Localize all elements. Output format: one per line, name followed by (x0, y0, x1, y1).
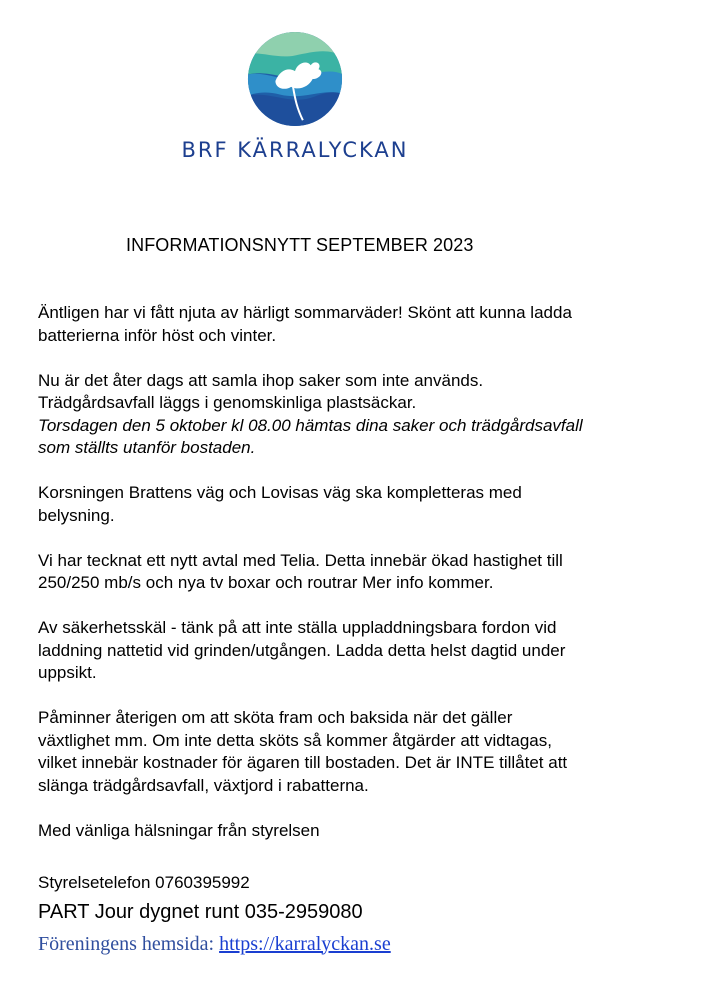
text-line: Av säkerhetsskäl - tänk på att inte ställa uppladdningsbara fordon vid (38, 618, 557, 637)
text-line: laddning nattetid vid grinden/utgången. Ladda detta helst dagtid under (38, 640, 566, 660)
text-line: uppsikt. (38, 663, 97, 682)
paragraph-maintenance (38, 707, 678, 797)
website-link[interactable]: https://karralyckan.se (219, 932, 391, 955)
text-line: slänga trädgårdsavfall, växtjord i rabatterna. (38, 775, 369, 795)
emergency-phone: PART Jour dygnet runt 035-2959080 (38, 900, 363, 923)
text-line: Äntligen har vi fått njuta av härligt sommarväder! Skönt att kunna ladda (38, 303, 572, 322)
text-line: batterierna inför höst och vinter. (38, 325, 277, 345)
text-line: belysning. (38, 505, 115, 525)
brand-name: BRF KÄRRALYCKAN (181, 138, 409, 162)
newsletter-body (38, 302, 678, 957)
board-phone: Styrelsetelefon 0760395992 (38, 873, 250, 892)
text-line: Trädgårdsavfall läggs i genomskinliga plastsäckar. (38, 393, 417, 412)
logo (150, 30, 440, 162)
greeting: Med vänliga hälsningar från styrelsen (38, 820, 320, 840)
text-line: vilket innebär kostnader för ägaren till bostaden. Det är INTE tillåtet att (38, 753, 568, 772)
text-line: Påminner återigen om att sköta fram och baksida när det gäller (38, 708, 513, 727)
text-line: Korsningen Brattens väg och Lovisas väg ska kompletteras med (38, 483, 522, 502)
text-line: Nu är det åter dags att samla ihop saker som inte används. (38, 370, 484, 390)
collection-date-note: som ställts utanför bostaden. (38, 438, 256, 457)
paragraph-summer (38, 302, 678, 347)
text-line: 250/250 mb/s och nya tv boxar och routrar Mer info kommer. (38, 573, 494, 592)
collection-date-note: Torsdagen den 5 oktober kl 08.00 hämtas dina saker och trädgårdsavfall (38, 415, 583, 435)
page-title: INFORMATIONSNYTT SEPTEMBER 2023 (126, 235, 474, 255)
paragraph-safety (38, 617, 678, 685)
paragraph-collection (38, 370, 678, 460)
website-label: Föreningens hemsida: (38, 932, 215, 955)
text-line: Vi har tecknat ett nytt avtal med Telia. Detta innebär ökad hastighet till (38, 550, 563, 570)
logo-emblem-icon (246, 30, 344, 128)
paragraph-telia (38, 550, 678, 595)
paragraph-lighting (38, 482, 678, 527)
text-line: växtlighet mm. Om inte detta sköts så kommer åtgärder att vidtagas, (38, 730, 552, 750)
website-line (38, 931, 678, 957)
